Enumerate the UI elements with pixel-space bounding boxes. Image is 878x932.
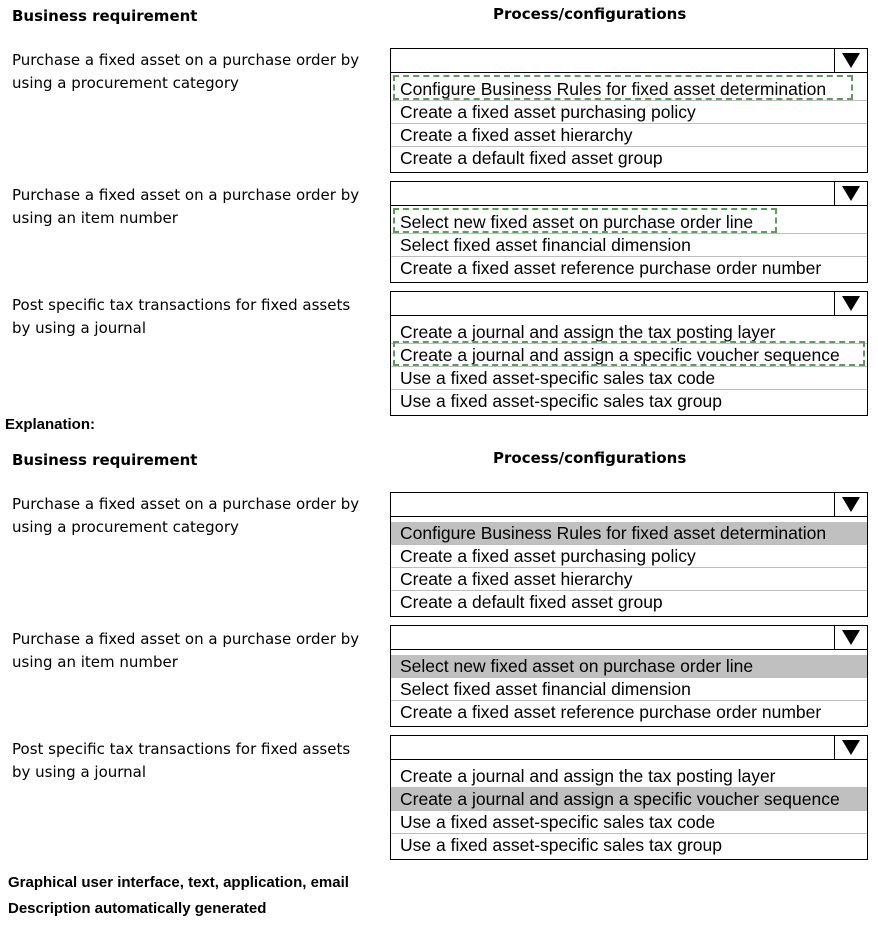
answer-dropdown-1-option-2[interactable]: Create a fixed asset purchasing policy bbox=[391, 545, 867, 568]
answer-dropdown-1[interactable] bbox=[390, 492, 868, 617]
answer-dropdown-1-option-3[interactable]: Create a fixed asset hierarchy bbox=[391, 568, 867, 591]
dropdown-arrow-icon[interactable] bbox=[834, 292, 867, 315]
dropdown-arrow-icon[interactable] bbox=[834, 493, 867, 516]
option-label: Configure Business Rules for fixed asset determination bbox=[400, 79, 827, 99]
answer-dropdown-1-option-1-selected[interactable]: Configure Business Rules for fixed asset determination bbox=[391, 522, 867, 545]
dropdown-1-option-1[interactable] bbox=[391, 78, 867, 101]
dropdown-arrow-icon[interactable] bbox=[834, 182, 867, 205]
business-requirement-header: Business requirement bbox=[12, 7, 198, 25]
answer-dropdown-3-option-1[interactable]: Create a journal and assign the tax posting layer bbox=[391, 765, 867, 788]
dropdown-1-field[interactable] bbox=[391, 49, 867, 73]
image-caption-line-1: Graphical user interface, text, application, email bbox=[8, 874, 349, 891]
answer-dropdown-2-field[interactable] bbox=[391, 626, 867, 650]
answer-requirement-3-text: Post specific tax transactions for fixed assets by using a journal bbox=[12, 740, 351, 781]
dropdown-3-option-2[interactable] bbox=[391, 344, 867, 367]
answer-requirement-2-text: Purchase a fixed asset on a purchase order by using an item number bbox=[12, 630, 360, 671]
dropdown-1-option-3[interactable]: Create a fixed asset hierarchy bbox=[391, 124, 867, 147]
answer-dropdown-2[interactable] bbox=[390, 625, 868, 727]
dropdown-2-field[interactable] bbox=[391, 182, 867, 206]
image-caption-line-2: Description automatically generated bbox=[8, 900, 267, 917]
dropdown-1-option-2[interactable]: Create a fixed asset purchasing policy bbox=[391, 101, 867, 124]
answer-dropdown-2-option-3[interactable]: Create a fixed asset reference purchase order number bbox=[400, 702, 822, 722]
answer-dropdown-2-option-1-selected[interactable]: Select new fixed asset on purchase order line bbox=[391, 655, 867, 678]
option-label: Select new fixed asset on purchase order line bbox=[400, 212, 754, 232]
process-configurations-header-2: Process/configurations bbox=[493, 449, 687, 467]
dropdown-2-option-1[interactable] bbox=[391, 211, 867, 234]
dropdown-2[interactable] bbox=[390, 181, 868, 283]
process-configurations-header: Process/configurations bbox=[493, 5, 687, 23]
dropdown-3-option-3[interactable]: Use a fixed asset-specific sales tax code bbox=[391, 367, 867, 390]
answer-dropdown-1-option-4[interactable]: Create a default fixed asset group bbox=[400, 592, 663, 612]
requirement-3-text: Post specific tax transactions for fixed assets by using a journal bbox=[12, 296, 351, 337]
dropdown-arrow-icon[interactable] bbox=[834, 49, 867, 72]
requirement-2-text: Purchase a fixed asset on a purchase order by using an item number bbox=[12, 186, 360, 227]
answer-dropdown-3-option-4[interactable]: Use a fixed asset-specific sales tax group bbox=[400, 835, 722, 855]
dropdown-3-field[interactable] bbox=[391, 292, 867, 316]
answer-dropdown-3-option-3[interactable]: Use a fixed asset-specific sales tax code bbox=[391, 811, 867, 834]
dropdown-1-option-4[interactable]: Create a default fixed asset group bbox=[400, 148, 663, 168]
option-label: Create a journal and assign a specific voucher sequence bbox=[400, 345, 840, 365]
answer-dropdown-3[interactable] bbox=[390, 735, 868, 860]
answer-dropdown-3-field[interactable] bbox=[391, 736, 867, 760]
dropdown-arrow-icon[interactable] bbox=[834, 626, 867, 649]
dropdown-2-option-3[interactable]: Create a fixed asset reference purchase order number bbox=[400, 258, 822, 278]
answer-dropdown-3-option-2-selected[interactable]: Create a journal and assign a specific voucher sequence bbox=[391, 788, 867, 811]
requirement-1-text: Purchase a fixed asset on a purchase order by using a procurement category bbox=[12, 51, 360, 92]
dropdown-3[interactable] bbox=[390, 291, 868, 416]
explanation-label: Explanation: bbox=[5, 416, 96, 433]
dropdown-1[interactable] bbox=[390, 48, 868, 173]
dropdown-2-option-2[interactable]: Select fixed asset financial dimension bbox=[391, 234, 867, 257]
dropdown-3-option-1[interactable]: Create a journal and assign the tax posting layer bbox=[391, 321, 867, 344]
answer-dropdown-1-field[interactable] bbox=[391, 493, 867, 517]
dropdown-3-option-4[interactable]: Use a fixed asset-specific sales tax group bbox=[400, 391, 722, 411]
answer-requirement-1-text: Purchase a fixed asset on a purchase order by using a procurement category bbox=[12, 495, 360, 536]
dropdown-arrow-icon[interactable] bbox=[834, 736, 867, 759]
business-requirement-header-2: Business requirement bbox=[12, 451, 198, 469]
answer-dropdown-2-option-2[interactable]: Select fixed asset financial dimension bbox=[391, 678, 867, 701]
